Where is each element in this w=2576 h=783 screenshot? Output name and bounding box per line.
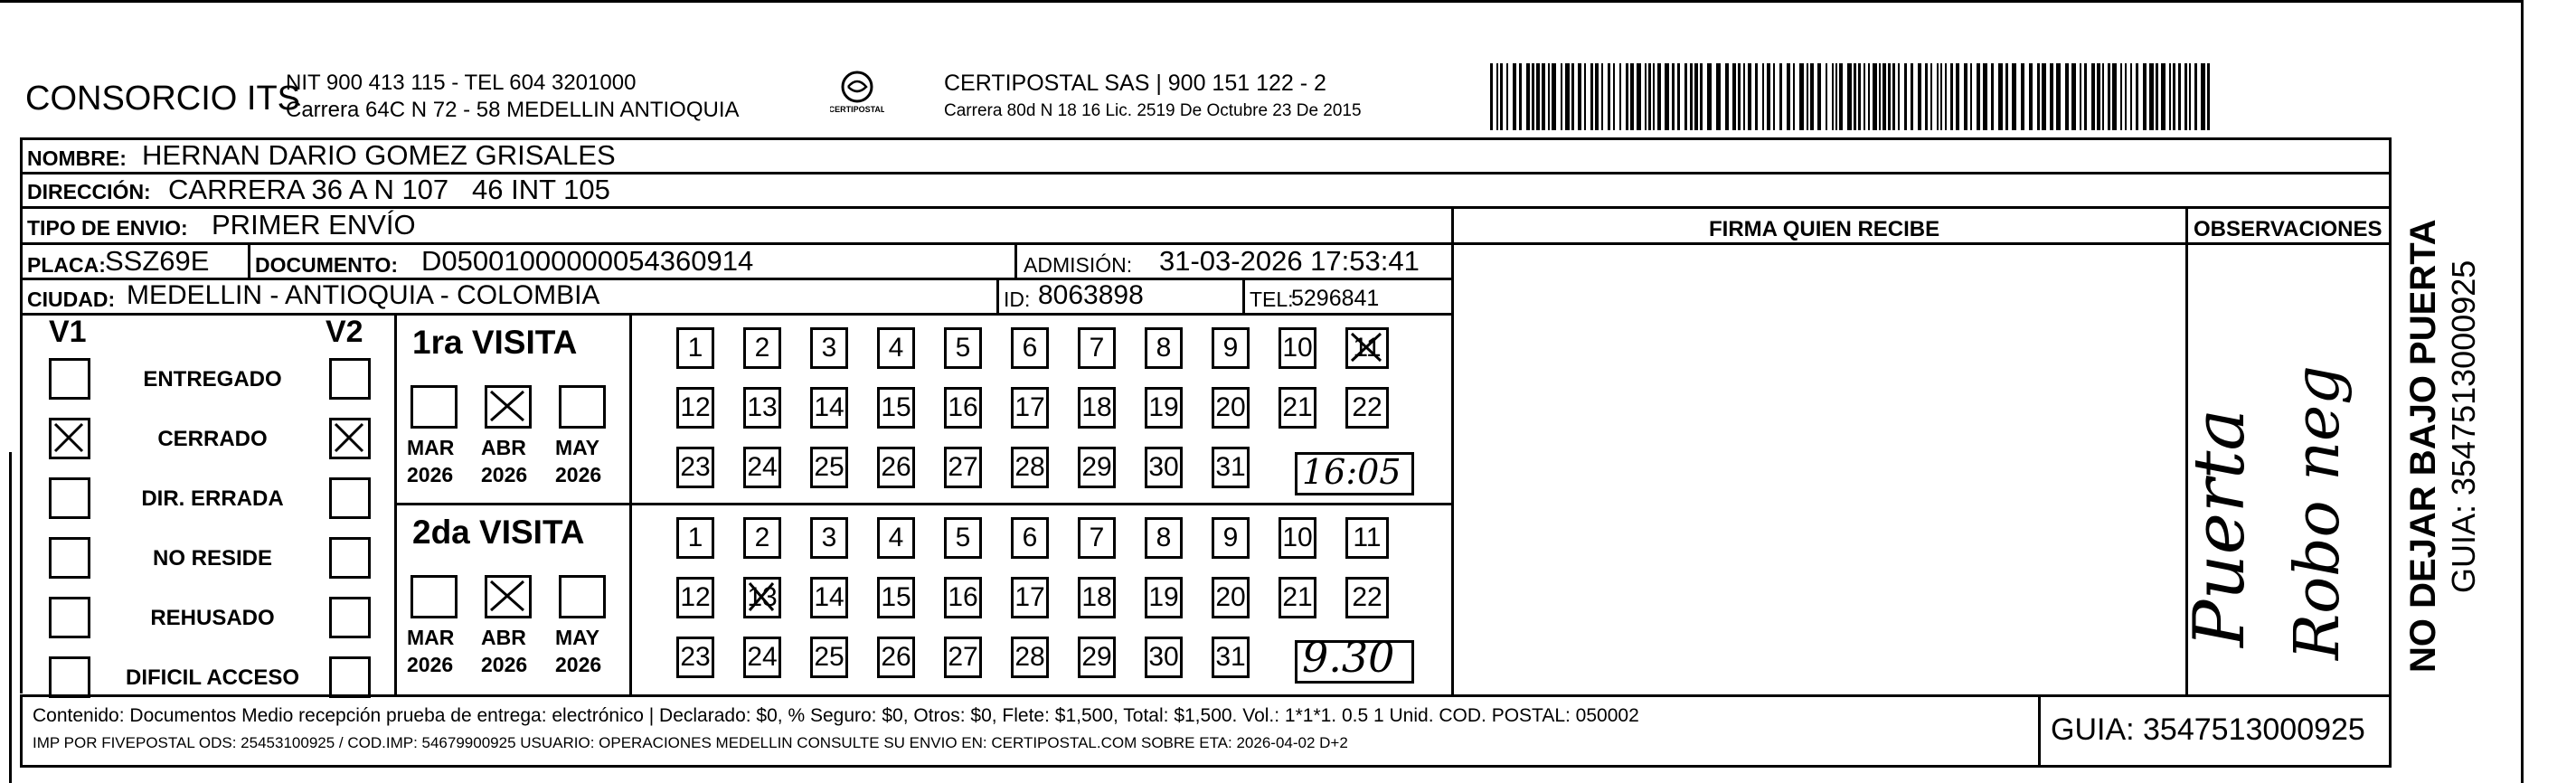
day-box[interactable] — [1078, 387, 1116, 429]
day-box[interactable] — [1345, 327, 1389, 369]
admision-sep — [1014, 242, 1017, 278]
x-mark — [1348, 330, 1386, 366]
day-number: 21 — [1282, 392, 1313, 422]
day-box[interactable] — [1279, 387, 1316, 429]
day-box[interactable] — [877, 637, 915, 678]
day-box[interactable] — [810, 577, 848, 618]
day-number: 10 — [1282, 523, 1313, 552]
day-box[interactable] — [743, 577, 781, 618]
day-number: 11 — [1353, 523, 1382, 552]
day-number: 23 — [680, 452, 711, 482]
documento-value: D05001000000054360914 — [421, 245, 754, 277]
admision-label: ADMISIÓN: — [1024, 253, 1133, 277]
day-box[interactable] — [944, 447, 982, 488]
side-warning: NO DEJAR BAJO PUERTA — [2403, 219, 2443, 673]
day-box[interactable] — [1011, 637, 1049, 678]
certipostal-logo — [830, 69, 884, 123]
day-number: 27 — [948, 642, 978, 672]
second-visit-title: 2da VISITA — [412, 514, 585, 551]
year-label: 2026 — [481, 653, 528, 676]
day-number: 31 — [1215, 452, 1246, 482]
status-label: NO RESIDE — [152, 546, 273, 571]
x-mark — [746, 580, 778, 616]
day-number: 31 — [1215, 642, 1246, 672]
day-number: 5 — [955, 523, 971, 552]
day-box[interactable] — [810, 447, 848, 488]
day-number: 15 — [881, 582, 911, 612]
day-number: 18 — [1081, 392, 1112, 422]
day-box[interactable] — [1145, 387, 1183, 429]
id-value: 8063898 — [1038, 280, 1144, 310]
month-label: MAY — [555, 626, 599, 649]
day-number: 7 — [1089, 333, 1105, 363]
day-box[interactable] — [1145, 577, 1183, 618]
day-number: 3 — [821, 333, 837, 363]
company-nit: NIT 900 413 115 - TEL 604 3201000 — [286, 71, 637, 95]
visit-row-sep — [394, 503, 1452, 505]
day-number: 21 — [1282, 582, 1313, 612]
day-number: 9 — [1222, 333, 1239, 363]
day-number: 7 — [1089, 523, 1105, 552]
day-box[interactable] — [743, 637, 781, 678]
day-box[interactable] — [1279, 327, 1316, 369]
svg-text:CERTIPOSTAL: CERTIPOSTAL — [830, 105, 884, 114]
day-number: 1 — [687, 333, 703, 363]
year-label: 2026 — [407, 463, 454, 486]
day-box[interactable] — [1345, 577, 1389, 618]
admision-value: 31-03-2026 17:53:41 — [1159, 245, 1420, 277]
tipo-envio-value: PRIMER ENVÍO — [212, 209, 416, 241]
day-box[interactable] — [1145, 327, 1183, 369]
day-number: 25 — [814, 642, 845, 672]
day-box[interactable] — [877, 387, 915, 429]
day-number: 8 — [1156, 523, 1172, 552]
day-number: 26 — [881, 642, 911, 672]
day-box[interactable] — [1212, 577, 1250, 618]
month-label: MAY — [555, 436, 599, 459]
nombre-value: HERNAN DARIO GOMEZ GRISALES — [142, 139, 616, 171]
day-box[interactable] — [1212, 517, 1250, 559]
x-mark — [332, 420, 368, 457]
day-number: 24 — [747, 642, 778, 672]
day-box[interactable] — [877, 577, 915, 618]
day-number: 29 — [1081, 642, 1112, 672]
outer-top-line — [0, 0, 2523, 3]
day-number: 16 — [948, 582, 978, 612]
day-number: 10 — [1282, 333, 1313, 363]
handwritten-time-1: 16:05 — [1302, 452, 1401, 492]
placa-sep — [248, 242, 250, 278]
day-box[interactable] — [743, 447, 781, 488]
month-checkbox[interactable] — [559, 385, 606, 429]
day-box[interactable] — [1145, 447, 1183, 488]
day-number: 13 — [747, 392, 778, 422]
month-checkbox[interactable] — [410, 575, 458, 618]
day-number: 25 — [814, 452, 845, 482]
day-box[interactable] — [877, 447, 915, 488]
footer-left-border — [20, 694, 23, 767]
day-number: 23 — [680, 642, 711, 672]
status-label: CERRADO — [157, 427, 268, 451]
day-number: 16 — [948, 392, 978, 422]
day-number: 4 — [888, 523, 904, 552]
table-right-border — [2389, 137, 2392, 768]
day-box[interactable] — [810, 327, 848, 369]
day-number: 28 — [1014, 452, 1045, 482]
day-box[interactable] — [676, 637, 714, 678]
row-line-6 — [20, 694, 2392, 697]
year-label: 2026 — [555, 463, 602, 486]
day-box[interactable] — [1078, 577, 1116, 618]
footer-contenido: Contenido: Documentos Medio recepción prueba de entrega: electrónico | Declarado: $0, % Seguro: $0, Otros: $0, Flete: $1,500, Total: $1,500. Vol.: 1*1*1. 0.5 1 Unid. COD. POSTAL: 050002 — [33, 705, 1639, 726]
day-number: 28 — [1014, 642, 1045, 672]
day-number: 1 — [687, 523, 703, 552]
day-number: 29 — [1081, 452, 1112, 482]
ciudad-value: MEDELLIN - ANTIOQUIA - COLOMBIA — [127, 280, 600, 310]
day-box[interactable] — [1078, 637, 1116, 678]
day-number: 18 — [1081, 582, 1112, 612]
day-box[interactable] — [1212, 387, 1250, 429]
x-mark — [487, 388, 529, 426]
firma-header: FIRMA QUIEN RECIBE — [1709, 217, 1940, 241]
day-number: 24 — [747, 452, 778, 482]
day-number: 20 — [1215, 392, 1246, 422]
day-box[interactable] — [944, 577, 982, 618]
day-box[interactable] — [1011, 327, 1049, 369]
month-checkbox[interactable] — [559, 575, 606, 618]
day-box[interactable] — [676, 517, 714, 559]
status-label: DIFICIL ACCESO — [125, 665, 299, 690]
day-number: 14 — [814, 582, 845, 612]
day-box[interactable] — [1011, 577, 1049, 618]
id-sep — [996, 278, 999, 314]
day-number: 19 — [1148, 392, 1179, 422]
company-address: Carrera 64C N 72 - 58 MEDELLIN ANTIOQUIA — [286, 98, 740, 122]
day-number: 22 — [1352, 392, 1382, 422]
firma-left-line — [1451, 206, 1454, 694]
day-box[interactable] — [1345, 517, 1389, 559]
carrier-name: CERTIPOSTAL SAS | 900 151 122 - 2 — [944, 71, 1326, 96]
month-checkbox[interactable] — [485, 575, 532, 618]
status-label: REHUSADO — [150, 606, 275, 630]
day-number: 20 — [1215, 582, 1246, 612]
day-box[interactable] — [1011, 517, 1049, 559]
day-number: 2 — [754, 523, 770, 552]
table-bottom-line — [20, 765, 2392, 768]
day-number: 3 — [821, 523, 837, 552]
day-number: 17 — [1014, 392, 1045, 422]
outer-right-line — [2521, 0, 2524, 783]
x-mark — [487, 578, 529, 616]
v2-checkbox[interactable] — [329, 418, 371, 459]
documento-label: DOCUMENTO: — [255, 253, 399, 277]
day-box[interactable] — [944, 327, 982, 369]
footer-guia-sep — [2038, 694, 2041, 767]
placa-label: PLACA: — [27, 253, 106, 277]
firma-header-line — [1451, 242, 2392, 245]
day-number: 30 — [1148, 452, 1179, 482]
day-box[interactable] — [944, 517, 982, 559]
day-box[interactable] — [676, 327, 714, 369]
day-box[interactable] — [1212, 447, 1250, 488]
day-box[interactable] — [1279, 517, 1316, 559]
day-number: 12 — [680, 392, 711, 422]
day-box[interactable] — [676, 577, 714, 618]
tel-value: 5296841 — [1291, 286, 1380, 311]
day-number: 8 — [1156, 333, 1172, 363]
placa-value: SSZ69E — [105, 245, 210, 277]
month-label: MAR — [407, 436, 455, 459]
footer-imp: IMP POR FIVEPOSTAL ODS: 25453100925 / COD.IMP: 54679900925 USUARIO: OPERACIONES MEDELLIN CONSULTE SU ENVIO EN: CERTIPOSTAL.COM SOBRE ETA: 2026-04-02 D+2 — [33, 734, 1348, 751]
day-number: 14 — [814, 392, 845, 422]
day-box[interactable] — [1078, 517, 1116, 559]
v2-checkbox[interactable] — [329, 358, 371, 400]
day-number: 17 — [1014, 582, 1045, 612]
day-box[interactable] — [1279, 577, 1316, 618]
day-box[interactable] — [1011, 447, 1049, 488]
tel-sep — [1242, 278, 1245, 314]
obs-handwriting-2: Robo neg — [2282, 365, 2354, 660]
side-guia: GUIA: 3547513000925 — [2445, 259, 2482, 593]
day-box[interactable] — [676, 387, 714, 429]
direccion-label: DIRECCIÓN: — [27, 180, 151, 203]
observaciones-header: OBSERVACIONES — [2194, 217, 2383, 241]
day-box[interactable] — [810, 637, 848, 678]
day-box[interactable] — [1078, 327, 1116, 369]
day-box[interactable] — [1212, 637, 1250, 678]
day-number: 30 — [1148, 642, 1179, 672]
direccion-value: CARRERA 36 A N 107 46 INT 105 — [168, 174, 610, 205]
carrier-license: Carrera 80d N 18 16 Lic. 2519 De Octubre 23 De 2015 — [944, 101, 1362, 120]
day-box[interactable] — [944, 387, 982, 429]
day-box[interactable] — [676, 447, 714, 488]
day-number: 11 — [1353, 333, 1382, 363]
day-number: 2 — [754, 333, 770, 363]
company-name: CONSORCIO ITS — [25, 80, 301, 118]
v2-checkbox[interactable] — [329, 597, 371, 638]
day-box[interactable] — [810, 387, 848, 429]
day-box[interactable] — [1078, 447, 1116, 488]
day-number: 12 — [680, 582, 711, 612]
day-box[interactable] — [877, 517, 915, 559]
day-number: 26 — [881, 452, 911, 482]
row-line-5 — [20, 313, 1453, 316]
v2-checkbox[interactable] — [329, 477, 371, 519]
day-number: 9 — [1222, 523, 1239, 552]
day-box[interactable] — [743, 327, 781, 369]
footer-guia: GUIA: 3547513000925 — [2051, 712, 2365, 747]
v2-label: V2 — [326, 315, 363, 349]
ciudad-label: CIUDAD: — [27, 288, 116, 311]
v1-label: V1 — [49, 315, 87, 349]
month-checkbox[interactable] — [485, 385, 532, 429]
barcode — [1490, 63, 2213, 130]
month-label: MAR — [407, 626, 455, 649]
day-number: 6 — [1022, 523, 1038, 552]
year-label: 2026 — [407, 653, 454, 676]
day-box[interactable] — [1212, 327, 1250, 369]
day-box[interactable] — [810, 517, 848, 559]
handwritten-time-2: 9.30 — [1302, 633, 1395, 682]
day-box[interactable] — [743, 387, 781, 429]
id-label: ID: — [1004, 288, 1031, 311]
day-box[interactable] — [1145, 637, 1183, 678]
day-box[interactable] — [1011, 387, 1049, 429]
year-label: 2026 — [555, 653, 602, 676]
month-checkbox[interactable] — [410, 385, 458, 429]
day-number: 19 — [1148, 582, 1179, 612]
day-number: 6 — [1022, 333, 1038, 363]
tel-label: TEL: — [1250, 288, 1294, 311]
day-number: 15 — [881, 392, 911, 422]
year-label: 2026 — [481, 463, 528, 486]
obs-handwriting-1: Puerta — [2179, 408, 2260, 647]
v2-checkbox[interactable] — [329, 537, 371, 579]
nombre-label: NOMBRE: — [27, 146, 127, 170]
day-box[interactable] — [877, 327, 915, 369]
day-number: 4 — [888, 333, 904, 363]
month-label: ABR — [481, 436, 526, 459]
day-box[interactable] — [944, 637, 982, 678]
v2-checkbox[interactable] — [329, 656, 371, 698]
status-label: ENTREGADO — [143, 367, 282, 392]
month-label: ABR — [481, 626, 526, 649]
day-box[interactable] — [1345, 387, 1389, 429]
day-number: 27 — [948, 452, 978, 482]
day-number: 22 — [1352, 582, 1382, 612]
first-visit-title: 1ra VISITA — [412, 324, 578, 361]
day-box[interactable] — [1145, 517, 1183, 559]
status-label: DIR. ERRADA — [141, 486, 284, 511]
day-number: 13 — [747, 582, 778, 612]
tipo-envio-label: TIPO DE ENVIO: — [27, 216, 188, 240]
day-number: 5 — [955, 333, 971, 363]
day-box[interactable] — [743, 517, 781, 559]
